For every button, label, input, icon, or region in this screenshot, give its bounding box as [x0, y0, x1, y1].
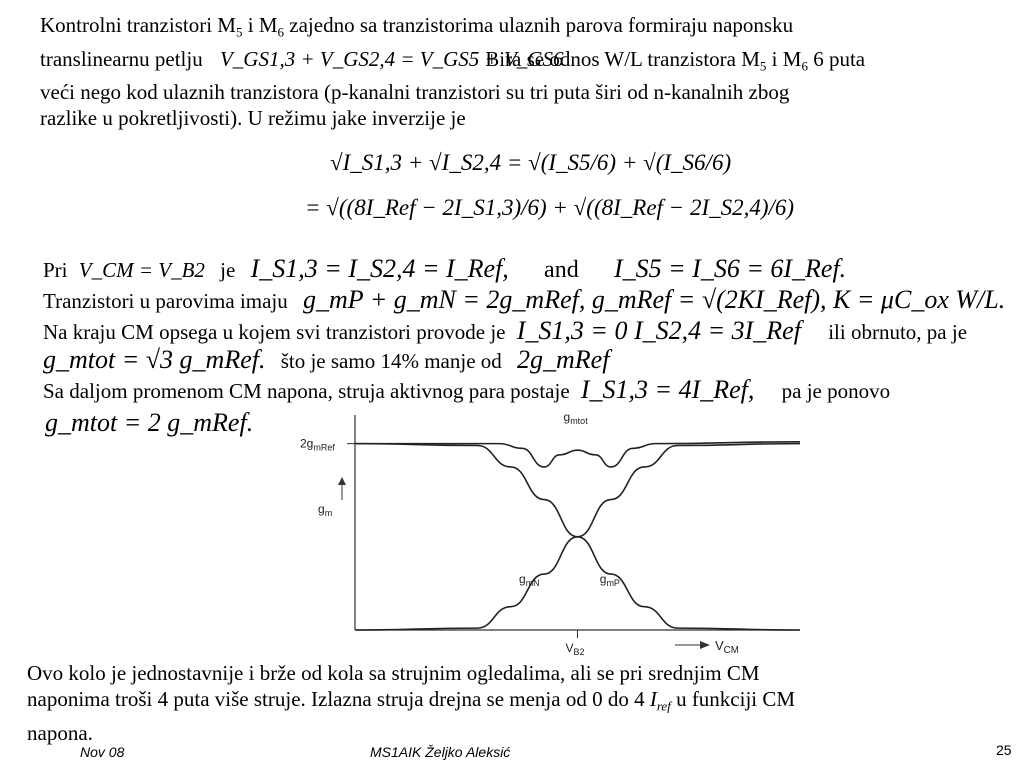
- intro-text: Kontrolni tranzistori M: [40, 13, 236, 37]
- y-axis-label: $g_m$: [318, 502, 333, 518]
- cm-end-line: [43, 318, 967, 345]
- gmtot-line: [43, 347, 609, 374]
- tail-current-condition: I_S5 = I_S6 = 6I_Ref.: [613, 254, 847, 283]
- paragraph-conclusion: [27, 660, 1007, 746]
- equation-2: = √((8I_Ref − 2I_S1,3)/6) + √((8I_Ref − 2I_S2,4)/6): [305, 195, 795, 220]
- intro-text: translinearnu petlju: [40, 46, 203, 71]
- intro-line-3: veći nego kod ulaznih tranzistora (p-kanalni tranzistori su tri puta širi od n-kanalnih zbog: [40, 80, 790, 105]
- pri-text: Pri: [43, 258, 68, 282]
- gm-sum-formula: g_mP + g_mN = 2g_mRef, g_mRef = √(2KI_Ref), K = μC_ox W/L.: [303, 285, 1006, 314]
- further-cm-line: [43, 377, 890, 404]
- four-iref-formula: I_S1,3 = 4I_Ref,: [580, 375, 755, 404]
- subscript: ref: [656, 698, 671, 714]
- series-g-mp: [355, 444, 800, 630]
- conclusion-line-3: napona.: [27, 720, 93, 745]
- cm-end-text: Na kraju CM opsega u kojem svi tranzistori provode je: [43, 320, 506, 344]
- conclusion-line-2: [27, 686, 1007, 720]
- footer-author: MS1AIK Željko Aleksić: [370, 744, 511, 760]
- vgs-loop-formula: V_GS1,3 + V_GS2,4 = V_GS5 + V_GS6: [219, 46, 564, 71]
- conclusion-text: u funkciji CM: [670, 687, 796, 711]
- series-g-mtot: [355, 442, 800, 467]
- series-label-gmtot: $g_{mtot}$: [563, 410, 588, 426]
- and-text: and: [544, 257, 579, 283]
- y-tick-label-2gmref: $2g_{mRef}$: [300, 436, 335, 453]
- x-axis-label: $V_{CM}$: [715, 638, 739, 655]
- gm-vs-vcm-chart: [290, 405, 810, 655]
- intro-line-2: [40, 46, 1020, 80]
- x-arrow-head: [700, 641, 710, 649]
- intro-text: Bira se odnos W/L tranzistora M: [485, 46, 760, 71]
- two-gmref-formula: 2g_mRef: [517, 345, 610, 374]
- subscript: 5: [759, 58, 767, 74]
- vcm-condition: V_CM = V_B2: [78, 258, 205, 282]
- intro-text: 6 puta: [807, 46, 866, 71]
- chart-series: [355, 442, 800, 630]
- footer-date: Nov 08: [80, 744, 125, 760]
- cm-end-text-2: ili obrnuto, pa je: [828, 320, 968, 344]
- further-cm-text-2: pa je ponovo: [781, 379, 891, 403]
- conclusion-text: naponima troši 4 puta više struje. Izlazna struja drejna se menja od 0 do 4: [27, 687, 645, 711]
- series-label-gmn: $g_{mN}$: [519, 572, 540, 588]
- gmtot-final-formula: g_mtot = 2 g_mRef.: [45, 408, 254, 437]
- paragraph-intro: [40, 12, 1020, 131]
- further-cm-text: Sa daljom promenom CM napona, struja aktivnog para postaje: [43, 379, 570, 403]
- subscript: 5: [235, 24, 243, 40]
- pairs-text: Tranzistori u parovima imaju: [43, 289, 288, 313]
- intro-line-1: [40, 12, 1020, 46]
- conclusion-line-1: Ovo kolo je jednostavnije i brže od kola sa strujnim ogledalima, ali se pri srednjim CM: [27, 661, 760, 685]
- intro-text: i M: [766, 46, 802, 71]
- pairs-line: [43, 287, 1005, 314]
- iref-symbol: I: [649, 687, 657, 711]
- intro-text: i M: [242, 13, 278, 37]
- cm-end-formula: I_S1,3 = 0 I_S2,4 = 3I_Ref: [516, 316, 801, 345]
- y-arrow-head: [338, 477, 346, 485]
- equation-1: √I_S1,3 + √I_S2,4 = √(I_S5/6) + √(I_S6/6): [330, 150, 732, 175]
- gmtot-text: što je samo 14% manje od: [280, 349, 502, 373]
- gmtot-sqrt3-formula: g_mtot = √3 g_mRef.: [43, 345, 266, 374]
- page-number: 25: [996, 742, 1012, 758]
- x-tick-label-vb2: $V_{B2}$: [565, 641, 585, 655]
- current-condition: I_S1,3 = I_S2,4 = I_Ref,: [250, 254, 509, 283]
- pri-line: [43, 256, 846, 283]
- subscript: 6: [801, 58, 808, 74]
- series-label-gmp: $g_{mP}$: [599, 572, 620, 588]
- intro-line-4: razlike u pokretljivosti). U režimu jake inverzije je: [40, 106, 466, 131]
- subscript: 6: [277, 24, 285, 40]
- je-text: je: [220, 258, 236, 282]
- intro-text: zajedno sa tranzistorima ulaznih parova formiraju naponsku: [284, 13, 794, 37]
